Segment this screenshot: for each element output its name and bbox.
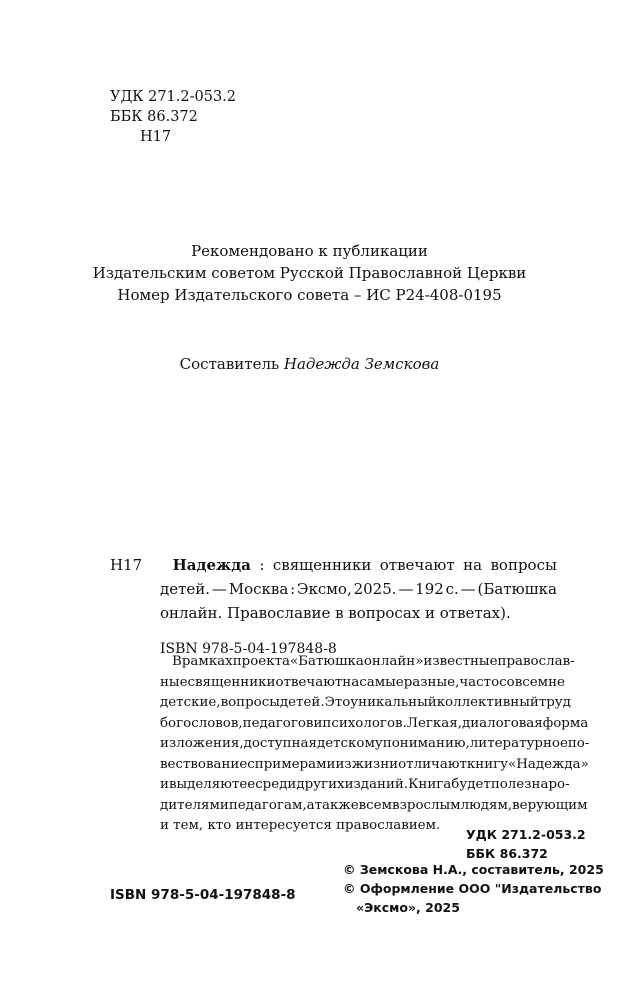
word: ее <box>239 777 256 792</box>
word: богословов, <box>160 715 243 731</box>
word: Легкая, <box>406 715 462 731</box>
word: детскому <box>316 736 383 751</box>
word: также <box>314 797 359 813</box>
annotation-line <box>160 775 570 796</box>
word: на <box>342 674 360 690</box>
word: дителям <box>160 797 220 813</box>
word: жизни <box>351 756 399 772</box>
word: вествование <box>160 756 248 772</box>
word: изданий. <box>344 777 409 792</box>
word: и <box>160 777 169 792</box>
word: православ- <box>497 654 575 669</box>
bib-word: на <box>463 556 483 574</box>
word: «Батюшка <box>289 654 364 669</box>
bib-word: детей. <box>160 580 211 598</box>
bib-sign: Н17 <box>110 556 143 574</box>
bib-word: отвечают <box>379 556 455 574</box>
word: пониманию, <box>382 736 470 751</box>
bib-word: вопросы <box>490 556 557 574</box>
annotation-line <box>172 652 575 673</box>
bib-word: с. <box>445 580 459 598</box>
bib-word: 2025. <box>353 580 397 598</box>
word: ные <box>160 674 188 690</box>
isbn-bottom: ISBN 978-5-04-197848-8 <box>110 887 296 903</box>
word: известные <box>423 654 498 669</box>
word: людям, <box>460 797 513 813</box>
word: и <box>313 715 323 731</box>
udk-code: УДК 271.2-053.2 <box>110 89 237 105</box>
annotation-line <box>160 796 588 817</box>
word: разные, <box>403 674 460 690</box>
word: уникальный <box>350 695 437 710</box>
word: детей. <box>279 695 325 710</box>
bib-line-1 <box>110 553 557 577</box>
word: Книга <box>408 777 452 792</box>
word: примерами <box>254 756 336 772</box>
annotation-line <box>160 755 589 776</box>
word: литературное <box>469 736 568 751</box>
word: проекта <box>232 654 290 669</box>
copyright-design-cont: «Эксмо», 2025 <box>356 900 460 915</box>
word: совсем <box>499 674 549 690</box>
word: педагогов <box>242 715 314 731</box>
bib-word: священники <box>272 556 372 574</box>
bib-title: Надежда <box>172 556 251 574</box>
word: и <box>219 797 229 813</box>
word: часто <box>459 674 500 690</box>
bbk-code-small: ББК 86.372 <box>466 846 548 861</box>
compiler-name: Надежда Земскова <box>283 355 440 373</box>
word: священники <box>187 674 276 690</box>
word: из <box>335 756 352 772</box>
bib-word: — <box>460 580 476 598</box>
word: по- <box>567 736 590 751</box>
word: с <box>247 756 255 772</box>
copyright-compiler: © Земскова Н.А., составитель, 2025 <box>343 862 604 877</box>
bib-line-2 <box>160 577 557 601</box>
word: Это <box>324 695 351 710</box>
word: выделяют <box>168 777 240 792</box>
udk-code-small: УДК 271.2-053.2 <box>466 827 586 842</box>
bib-isbn: ISBN 978-5-04-197848-8 <box>160 641 337 657</box>
word: отличают <box>398 756 467 772</box>
word: коллективный <box>436 695 539 710</box>
word: ро- <box>548 777 570 792</box>
word: форма <box>542 715 589 731</box>
bib-word: Эксмо, <box>297 580 352 598</box>
word: взрослым <box>392 797 461 813</box>
bib-word: 192 <box>415 580 444 598</box>
word: диалоговая <box>461 715 543 731</box>
word: труд <box>538 695 571 710</box>
word: «Надежда» <box>508 756 589 772</box>
annotation-line <box>160 734 590 755</box>
recommendation-line-1: Рекомендовано к публикации <box>191 242 428 260</box>
word: среди <box>255 777 297 792</box>
word: детские, <box>160 695 221 710</box>
word: не <box>548 674 565 690</box>
bbk-code: ББК 86.372 <box>110 109 198 125</box>
word: книгу <box>466 756 509 772</box>
word: онлайн» <box>363 654 424 669</box>
bib-word: : <box>259 556 265 574</box>
word: а <box>306 797 315 813</box>
word: психологов. <box>322 715 407 731</box>
compiler-line <box>0 353 619 375</box>
bib-line-3: онлайн. Православие в вопросах и ответах). <box>160 604 511 622</box>
author-sign: Н17 <box>140 129 172 145</box>
bib-word: : <box>290 580 296 598</box>
word: педагогам, <box>228 797 307 813</box>
bib-word: Москва <box>228 580 289 598</box>
word: вопросы <box>220 695 280 710</box>
word: В <box>172 654 182 669</box>
annotation-last-line: и тем, кто интересуется православием. <box>160 818 441 833</box>
bib-word: — <box>211 580 227 598</box>
annotation-line <box>160 693 571 714</box>
word: самые <box>359 674 404 690</box>
annotation-line <box>160 714 589 735</box>
word: всем <box>358 797 393 813</box>
bib-word: (Батюшка <box>477 580 557 598</box>
annotation-line <box>160 673 565 694</box>
word: верующим <box>512 797 588 813</box>
word: отвечают <box>275 674 343 690</box>
word: изложения, <box>160 736 244 751</box>
compiler-label: Составитель <box>179 355 284 373</box>
bibliographic-record <box>110 553 557 661</box>
annotation <box>160 652 590 837</box>
word: доступная <box>243 736 317 751</box>
word: будет <box>451 777 491 792</box>
word: полезна <box>490 777 549 792</box>
bib-word: — <box>398 580 414 598</box>
copyright-design: © Оформление ООО "Издательство <box>343 881 602 896</box>
word: рамках <box>181 654 233 669</box>
word: других <box>296 777 345 792</box>
recommendation-line-3: Номер Издательского совета – ИС Р24-408-0195 <box>117 286 502 304</box>
recommendation-line-2: Издательским советом Русской Православной Церкви <box>92 264 527 282</box>
